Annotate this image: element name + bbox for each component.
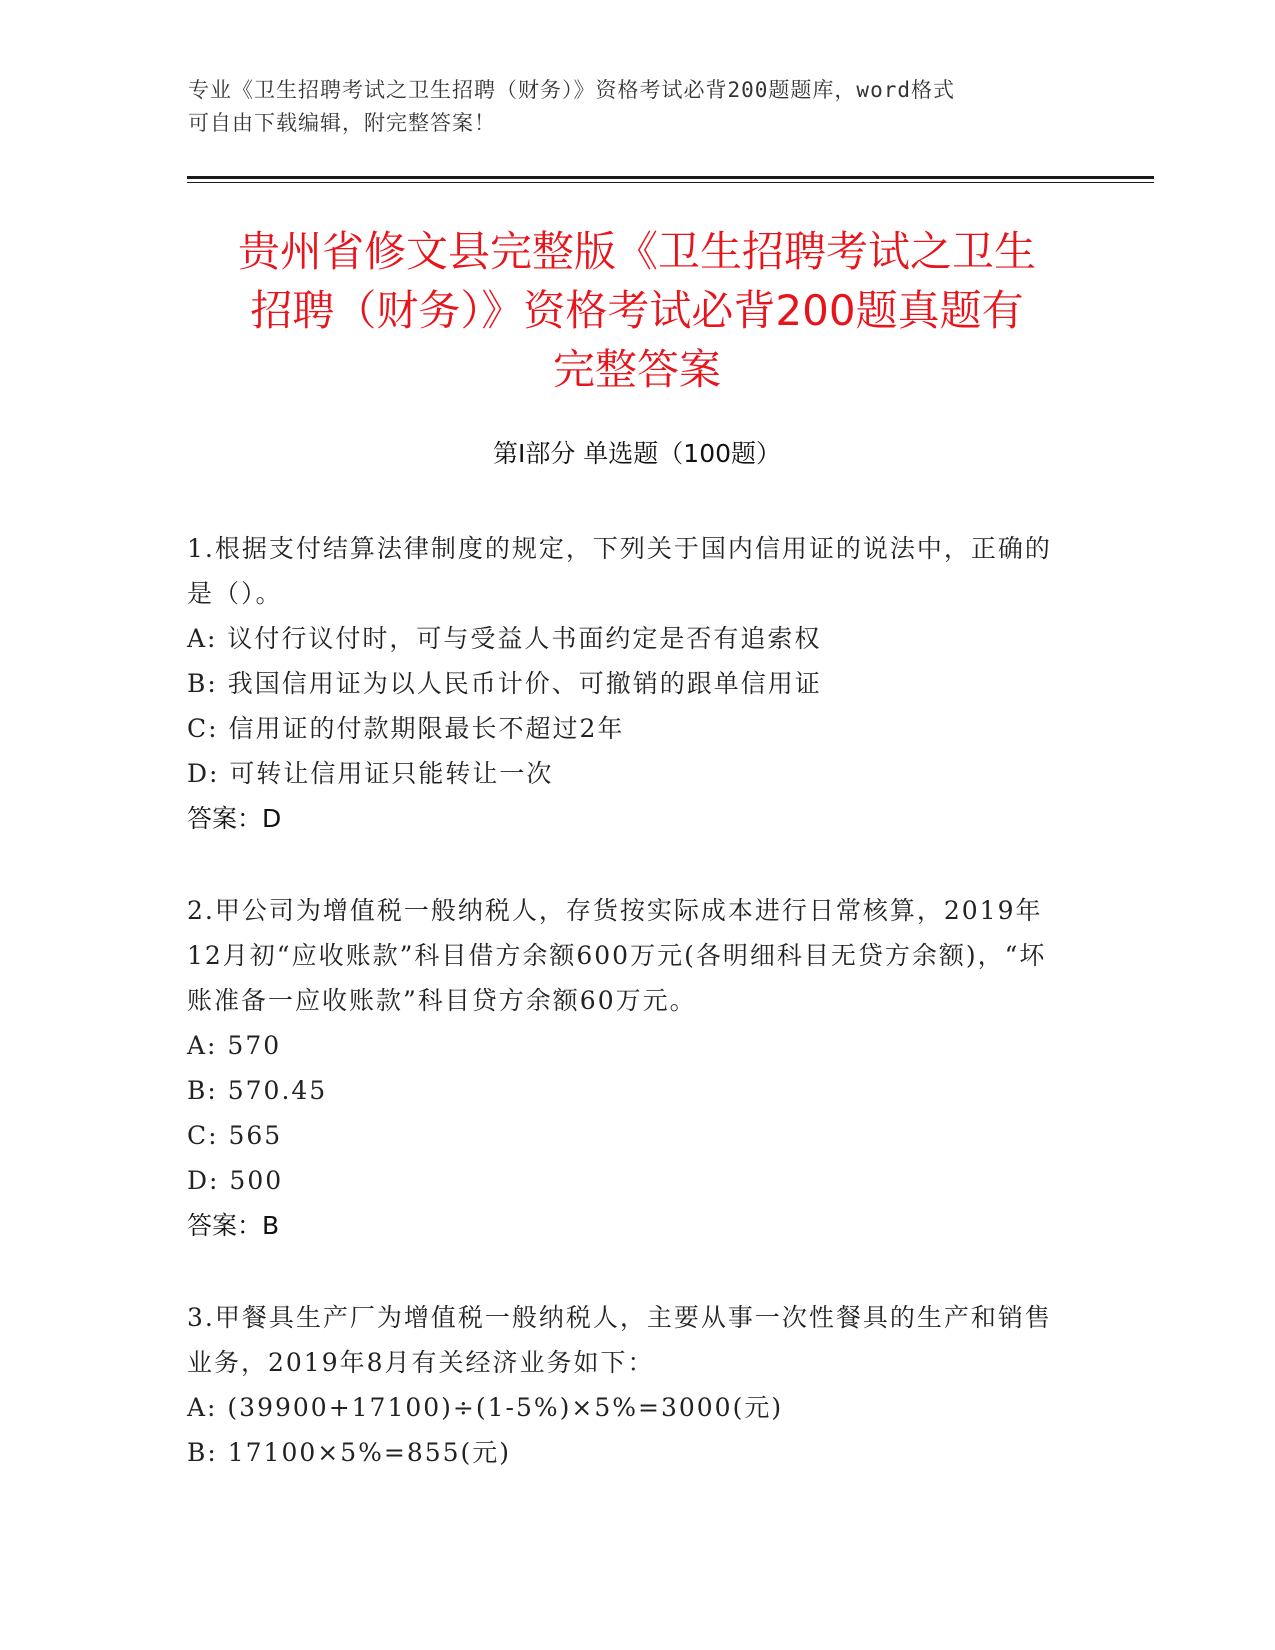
document-title-line-1: 贵州省修文县完整版《卫生招聘考试之卫生 <box>237 227 1036 276</box>
document-title-line-3: 完整答案 <box>552 345 721 394</box>
question-1 <box>187 526 1062 841</box>
section-title: 第Ⅰ部分 单选题（100题） <box>492 439 782 468</box>
header-rule-thin <box>187 182 1154 183</box>
question-stem: 2.甲公司为增值税一般纳税人，存货按实际成本进行日常核算，2019年12月初“应收账款”科目借方余额600万元(各明细科目无贷方余额)，“坏账准备一应收账款”科目贷方余额60万元。 <box>187 896 1047 1015</box>
question-option-b: B: 我国信用证为以人民币计价、可撤销的跟单信用证 <box>187 669 822 698</box>
question-option-a: A: 570 <box>187 1031 282 1060</box>
question-option-a: A: 议付行议付时，可与受益人书面约定是否有追索权 <box>187 624 822 653</box>
header-note-line-1: 专业《卫生招聘考试之卫生招聘（财务）》资格考试必背200题题库，word格式 <box>188 78 955 102</box>
question-answer: 答案：B <box>187 1211 280 1240</box>
question-option-c: C: 565 <box>187 1121 283 1150</box>
question-option-b: B: 17100×5%=855(元) <box>187 1438 512 1467</box>
document-title-line-2: 招聘（财务）》资格考试必背200题真题有 <box>250 286 1024 335</box>
question-3 <box>187 1295 1062 1475</box>
question-option-b: B: 570.45 <box>187 1076 328 1105</box>
question-option-c: C: 信用证的付款期限最长不超过2年 <box>187 714 625 743</box>
document-title <box>187 222 1087 399</box>
question-2 <box>187 888 1062 1248</box>
question-answer: 答案：D <box>187 804 282 833</box>
question-option-d: D: 500 <box>187 1166 284 1195</box>
header-note-line-2: 可自由下载编辑，附完整答案！ <box>188 111 496 135</box>
question-list <box>187 526 1062 1522</box>
question-option-a: A: (39900+17100)÷(1-5%)×5%=3000(元) <box>187 1393 784 1422</box>
question-stem: 3.甲餐具生产厂为增值税一般纳税人，主要从事一次性餐具的生产和销售业务，2019年8月有关经济业务如下： <box>187 1303 1052 1377</box>
question-stem: 1.根据支付结算法律制度的规定，下列关于国内信用证的说法中，正确的是（）。 <box>187 534 1052 608</box>
header-note <box>188 74 1088 140</box>
question-option-d: D: 可转让信用证只能转让一次 <box>187 759 554 788</box>
header-rule-thick <box>187 176 1154 179</box>
